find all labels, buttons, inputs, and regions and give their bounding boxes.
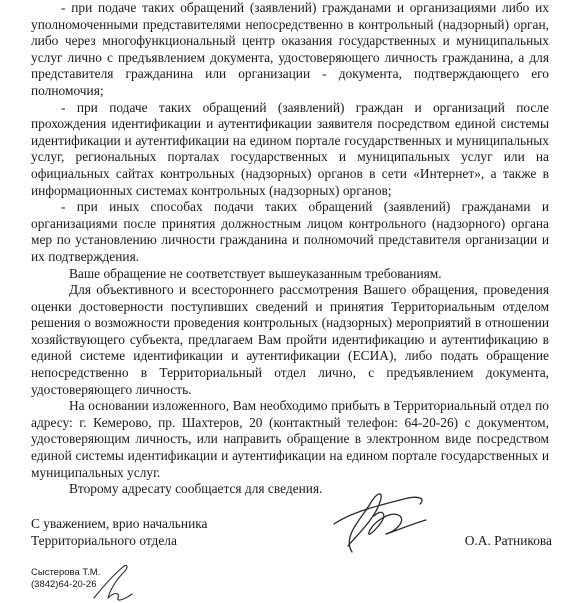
signature-line-1: С уважением, врио начальника bbox=[31, 516, 208, 531]
contact-block bbox=[31, 567, 100, 590]
paragraph-bullet-3: - при иных способах подачи таких обращений (заявлений) гражданами и организациями после принятия должностным лицом контрольного (надзорного) органа мер по установлению личности гражданина и полномочий представителя организации и их подтверждения. bbox=[31, 199, 549, 264]
paragraph-bullet-1: - при подаче таких обращений (заявлений) гражданами и организациями либо их уполномоченными представителями непосредственно в контрольный (надзорный) орган, либо через многофункциональный центр оказания государственных и муниципальных услуг лично с предъявлением документа, удостоверяющего личность гражданина, а для представителя гражданина или организации - документа, подтверждающего его полномочия; bbox=[31, 0, 549, 98]
contact-phone: (3842)64-20-26 bbox=[31, 578, 97, 590]
contact-name: Сыстерова Т.М. bbox=[31, 567, 101, 578]
signature-title bbox=[31, 515, 208, 549]
paragraph-second-addressee: Второму адресату сообщается для сведения. bbox=[69, 481, 323, 497]
signature-line-2: Территориального отдела bbox=[31, 533, 177, 548]
paragraph-instructions: На основании изложенного, Вам необходимо прибыть в Территориальный отдел по адресу: г. Кемерово, пр. Шахтеров, 20 (контактный телефон: 64-20-26) с документом, удостоверяющим личность, или направить обращение в электронном виде посредством единой системы идентификации и аутентификации на едином портале государственных и муниципальных услуг. bbox=[31, 398, 549, 480]
signer-name: О.А. Ратникова bbox=[464, 533, 552, 548]
paragraph-bullet-2: - при подаче таких обращений (заявлений) граждан и организаций после прохождения идентификации и аутентификации заявителя посредством единой системы идентификации и аутентификации на едином портале государственных и муниципальных услуг, региональных порталах государственных и муниципальных услуг или на официальных сайтах контрольных (надзорных) органов в сети «Интернет», а также в информационных системах контрольных (надзорных) органов; bbox=[31, 99, 549, 198]
handwritten-signature bbox=[322, 486, 432, 558]
paragraph-noncompliance: Ваше обращение не соответствует вышеуказанным требованиям. bbox=[69, 265, 442, 281]
letter-body bbox=[31, 0, 549, 498]
paragraph-proposal: Для объективного и всестороннего рассмотрения Вашего обращения, проведения оценки достоверности поступивших сведений и принятия Территориальным отделом решения о возможности проведения контрольных (надзорных) мероприятий в отношении хозяйствующего субъекта, предлагаем Вам пройти идентификацию и аутентификацию в единой системе идентификации и аутентификации (ЕСИА), либо подать обращение непосредственно в Территориальный отдел лично, с предъявлением документа, удостоверяющего личность. bbox=[31, 282, 549, 397]
